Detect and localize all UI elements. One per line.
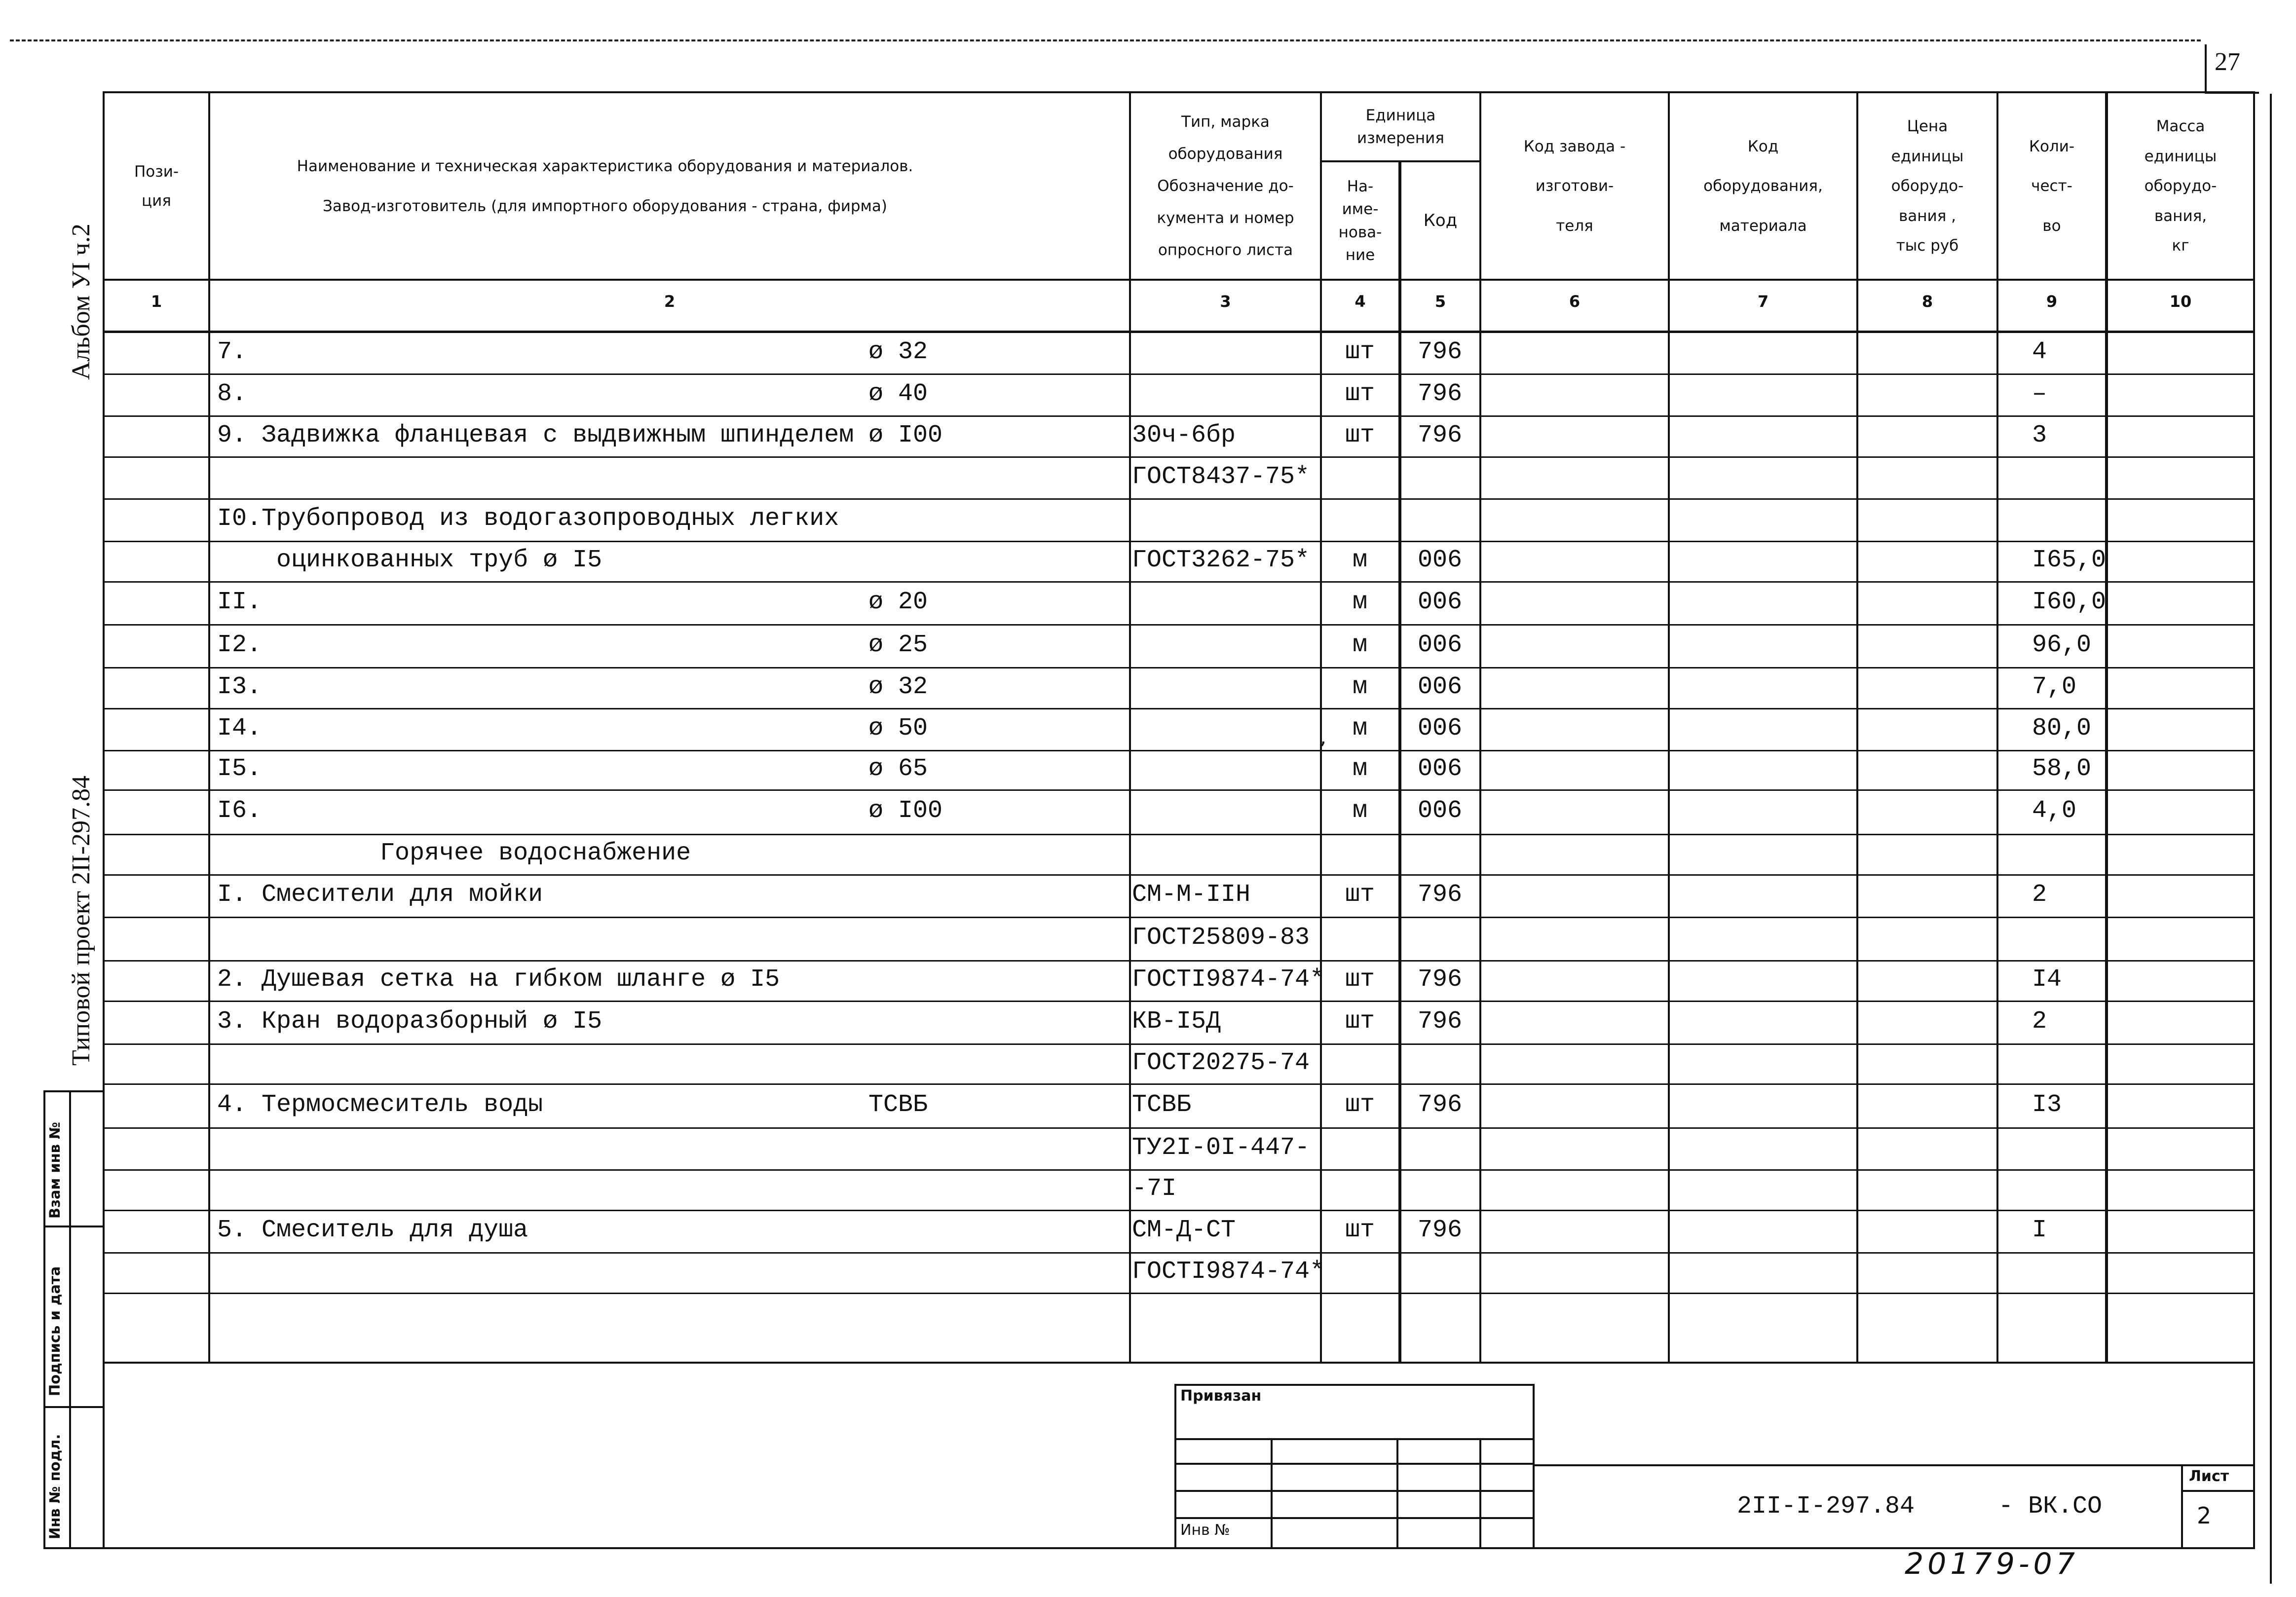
row-divider xyxy=(103,498,2255,500)
row-cell-unit: м xyxy=(1352,714,1367,743)
row-divider xyxy=(103,917,2255,918)
row-cell-unit: шт xyxy=(1345,421,1375,449)
row-cell-unit: м xyxy=(1352,546,1367,574)
stray-mark: , xyxy=(1320,726,1326,749)
row-cell-code: 796 xyxy=(1417,421,1462,449)
row-cell-qty: 2 xyxy=(2032,881,2047,909)
row-cell-type: ГОСТI9874-74* xyxy=(1132,966,1325,994)
row-cell-code: 796 xyxy=(1417,1091,1462,1119)
row-cell-code: 796 xyxy=(1417,966,1462,994)
row-cell-name: 4. Термосмеситель воды xyxy=(217,1091,543,1119)
row-cell-name: 2. Душевая сетка на гибком шланге ø I5 xyxy=(217,966,780,994)
row-cell-qty: I60,0 xyxy=(2032,588,2107,616)
row-cell-qty: 4 xyxy=(2032,338,2047,366)
row-cell-name: 3. Кран водоразборный ø I5 xyxy=(217,1007,602,1036)
row-divider xyxy=(103,1293,2255,1294)
inv-no-label: Инв № xyxy=(1180,1522,1230,1539)
header-unit-code: Код xyxy=(1423,211,1458,231)
stamp-inv-podl: Инв № подл. xyxy=(46,1434,63,1539)
row-cell-name: 7. xyxy=(217,338,247,366)
header-equipment-code: Код оборудования, материала xyxy=(1703,137,1823,235)
row-cell-name: 9. Задвижка фланцевая с выдвижным шпинделем xyxy=(217,421,854,449)
row-cell-code: 796 xyxy=(1417,338,1462,366)
row-cell-qty: I4 xyxy=(2032,966,2062,994)
row-cell-qty: I xyxy=(2032,1216,2047,1244)
col-number: 4 xyxy=(1355,292,1366,311)
row-cell-qty: 7,0 xyxy=(2032,673,2077,701)
row-cell-unit: шт xyxy=(1345,881,1375,909)
row-cell-name: 5. Смеситель для душа xyxy=(217,1216,528,1244)
row-cell-unit: шт xyxy=(1345,380,1375,408)
stamp-vzam: Взам инв № xyxy=(46,1121,63,1219)
col-number: 3 xyxy=(1220,292,1231,311)
row-cell-unit: шт xyxy=(1345,1007,1375,1036)
row-cell-dia: ø I00 xyxy=(868,421,943,449)
row-cell-dia: ø 65 xyxy=(868,755,928,783)
row-cell-code: 006 xyxy=(1417,546,1462,574)
row-cell-code: 796 xyxy=(1417,380,1462,408)
row-cell-type: ГОСТ3262-75* xyxy=(1132,546,1310,574)
col-number: 10 xyxy=(2169,292,2192,311)
col-number: 6 xyxy=(1569,292,1581,311)
row-cell-dia: ø 40 xyxy=(868,380,928,408)
row-cell-dia: ø 20 xyxy=(868,588,928,616)
row-divider xyxy=(103,624,2255,626)
row-cell-unit: м xyxy=(1352,755,1367,783)
row-cell-name: Горячее водоснабжение xyxy=(217,839,691,867)
col-number: 7 xyxy=(1757,292,1769,311)
row-cell-unit: м xyxy=(1352,673,1367,701)
row-cell-dia: ø 32 xyxy=(868,673,928,701)
row-divider xyxy=(103,874,2255,876)
col-number: 8 xyxy=(1921,292,1933,311)
row-cell-type: КВ-I5Д xyxy=(1132,1007,1221,1036)
row-cell-qty: 58,0 xyxy=(2032,755,2092,783)
header-quantity: Коли- чест- во xyxy=(2029,137,2075,235)
row-cell-dia: ø 32 xyxy=(868,338,928,366)
row-cell-type: СМ-М-IIН xyxy=(1132,881,1251,909)
col-number: 5 xyxy=(1434,292,1446,311)
row-cell-code: 796 xyxy=(1417,1007,1462,1036)
row-divider xyxy=(103,750,2255,751)
col-number: 2 xyxy=(664,292,676,311)
row-cell-name: оцинкованных труб ø I5 xyxy=(217,546,602,574)
row-cell-type: ГОСТ20275-74 xyxy=(1132,1049,1310,1077)
row-cell-qty: I65,0 xyxy=(2032,546,2107,574)
top-edge-line xyxy=(10,39,2201,41)
row-cell-type: СМ-Д-СТ xyxy=(1132,1216,1236,1244)
row-cell-unit: шт xyxy=(1345,1091,1375,1119)
row-divider xyxy=(103,541,2255,542)
row-cell-unit: шт xyxy=(1345,1216,1375,1244)
row-divider xyxy=(103,834,2255,835)
header-unit-group: Единица измерения xyxy=(1357,106,1444,147)
row-cell-unit: м xyxy=(1352,797,1367,825)
row-divider xyxy=(103,1083,2255,1085)
row-cell-dia: ø 25 xyxy=(868,631,928,659)
row-divider xyxy=(103,1043,2255,1045)
document-suffix: - ВК.СО xyxy=(1998,1492,2103,1521)
row-divider xyxy=(103,456,2255,458)
archive-number: 20179-07 xyxy=(1905,1547,2079,1581)
row-divider xyxy=(103,1169,2255,1171)
row-cell-name: I4. xyxy=(217,714,262,743)
row-cell-type: 30ч-6бр xyxy=(1132,421,1236,449)
row-cell-qty: – xyxy=(2032,380,2047,408)
row-cell-unit: м xyxy=(1352,631,1367,659)
row-divider xyxy=(103,708,2255,709)
row-cell-name: I. Смесители для мойки xyxy=(217,881,543,909)
header-price: Цена единицы оборудо- вания , тыс руб xyxy=(1891,117,1964,255)
col-number: 9 xyxy=(2046,292,2058,311)
row-divider xyxy=(103,960,2255,962)
row-cell-code: 796 xyxy=(1417,881,1462,909)
row-cell-name: I3. xyxy=(217,673,262,701)
list-number: 2 xyxy=(2197,1502,2212,1529)
row-cell-type: ГОСТ25809-83 xyxy=(1132,924,1310,952)
row-cell-name: I5. xyxy=(217,755,262,783)
row-cell-code: 006 xyxy=(1417,714,1462,743)
list-label: Лист xyxy=(2189,1468,2229,1485)
row-divider xyxy=(103,1252,2255,1254)
row-divider xyxy=(103,415,2255,417)
row-cell-name: II. xyxy=(217,588,262,616)
album-label: Альбом УI ч.2 xyxy=(67,223,95,380)
row-cell-qty: 96,0 xyxy=(2032,631,2092,659)
row-cell-qty: I3 xyxy=(2032,1091,2062,1119)
row-cell-code: 006 xyxy=(1417,797,1462,825)
row-cell-type: ТУ2I-0I-447- xyxy=(1132,1134,1310,1162)
project-label: Типовой проект 2II-297.84 xyxy=(67,776,95,1066)
row-divider xyxy=(103,1001,2255,1002)
row-cell-code: 006 xyxy=(1417,755,1462,783)
row-cell-qty: 80,0 xyxy=(2032,714,2092,743)
row-divider xyxy=(103,1127,2255,1129)
row-divider xyxy=(103,667,2255,669)
row-cell-unit: м xyxy=(1352,588,1367,616)
row-cell-code: 796 xyxy=(1417,1216,1462,1244)
row-cell-dia: ø I00 xyxy=(868,797,943,825)
row-cell-type: -7I xyxy=(1132,1175,1177,1203)
row-cell-qty: 2 xyxy=(2032,1007,2047,1036)
header-unit-name: На- име- нова- ние xyxy=(1338,177,1382,264)
row-cell-qty: 3 xyxy=(2032,421,2047,449)
header-position: Пози- ция xyxy=(134,162,179,210)
row-cell-qty: 4,0 xyxy=(2032,797,2077,825)
privyazan-label: Привязан xyxy=(1180,1387,1262,1405)
stamp-podpis: Подпись и дата xyxy=(46,1266,63,1396)
row-cell-type: ГОСТ8437-75* xyxy=(1132,463,1310,491)
row-divider xyxy=(103,1210,2255,1211)
row-cell-name: 8. xyxy=(217,380,247,408)
header-manufacturer-code: Код завода - изготови- теля xyxy=(1523,137,1626,235)
col-number: 1 xyxy=(151,292,162,311)
row-cell-type: ГОСТI9874-74* xyxy=(1132,1258,1325,1286)
document-code: 2II-I-297.84 xyxy=(1737,1492,1915,1521)
row-cell-name: I2. xyxy=(217,631,262,659)
row-cell-type: ТСВБ xyxy=(1132,1091,1192,1119)
row-divider xyxy=(103,581,2255,583)
row-cell-code: 006 xyxy=(1417,631,1462,659)
row-cell-code: 006 xyxy=(1417,673,1462,701)
row-cell-unit: шт xyxy=(1345,338,1375,366)
row-cell-dia: ø 50 xyxy=(868,714,928,743)
header-name: Наименование и техническая характеристика оборудования и материалов. Завод-изготовитель (для импортного оборудования - страна, фирма) xyxy=(297,157,913,215)
row-cell-name: I0.Трубопровод из водогазопроводных легких xyxy=(217,505,839,533)
header-mass: Масса единицы оборудо- вания, кг xyxy=(2144,117,2217,255)
row-cell-name: I6. xyxy=(217,797,262,825)
row-divider xyxy=(103,373,2255,375)
row-cell-dia: ТСВБ xyxy=(868,1091,928,1119)
row-divider xyxy=(103,789,2255,791)
page-number: 27 xyxy=(2215,48,2240,76)
row-cell-code: 006 xyxy=(1417,588,1462,616)
header-type: Тип, марка оборудования Обозначение до- кумента и номер опросного листа xyxy=(1157,112,1294,260)
row-cell-unit: шт xyxy=(1345,966,1375,994)
